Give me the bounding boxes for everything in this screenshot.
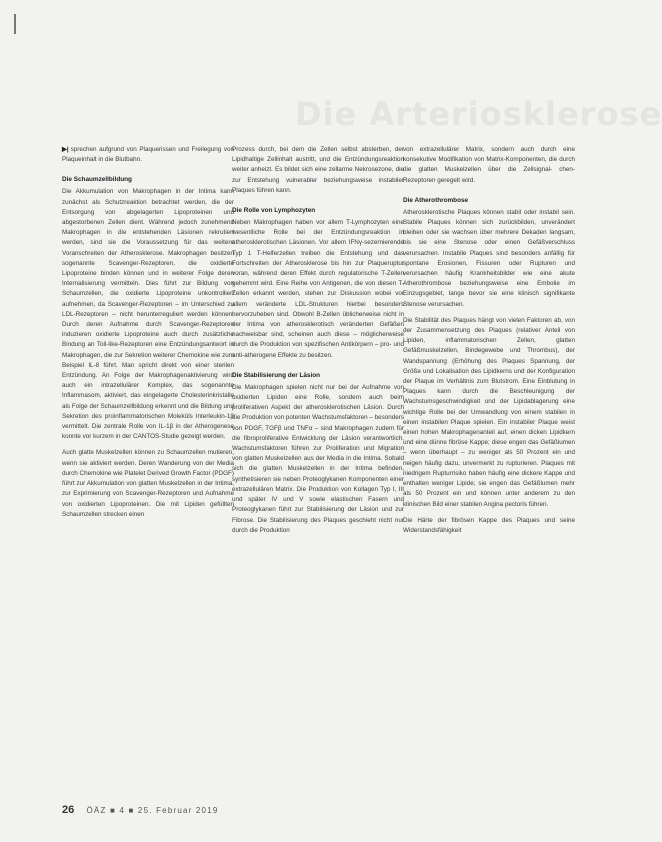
page-number: 26 (62, 804, 75, 816)
paragraph: Atherosklerotische Plaques können stabil oder instabil sein. Stabile Plaques können sich zurückbilden, unverändert bleiben oder sie wachsen über mehrere Dekaden langsam, bis sie eine Stenose oder einen Gefäßverschluss verursachen. Instabile Plaques sind besonders anfällig für spontane Erosionen, Fissuren oder Rupturen und verursachen häufig Krankheitsbilder wie eine akute Atherothrombose beziehungsweise eine Embolie im Einzugsgebiet, lange bevor sie eine klinisch signifikante Stenose verursachen. (403, 208, 575, 308)
page-footer (62, 804, 582, 816)
section-heading: Die Schaumzellbildung (62, 176, 132, 184)
column-3 (403, 145, 575, 542)
paragraph: Neben Makrophagen haben vor allem T-Lymphozyten eine wesentliche Rolle bei der Entzündungsreaktion in atherosklerotischen Läsionen. Vor allem IFNγ-sezernierende Typ 1 T-Helferzellen treiben die Entstehung und das Fortschreiten der Atherosklerose bis hin zur Plaqueruptur voran, während deren Effekt durch regulatorische T-Zellen gehemmt wird. Eine Reihe von Antigenen, die von diesen T-Zellen erkannt werden, stehen zur Diskussion wobei vor allem veränderte LDL-Strukturen hierbei besonders hervorzuheben sind. Obwohl B-Zellen üblicherweise nicht in der Intima von atherosklerotisch veränderten Gefäßen nachweisbar sind, scheinen auch diese – möglicherweise durch die Produktion von spezifischen Antikörpern – pro- und anti-atherogene Effekte zu besitzen. (232, 219, 404, 359)
paragraph: Die Stabilität des Plaques hängt von vielen Faktoren ab, von der Zusammensetzung des Plaques (relativer Anteil von Lipiden, inflammatorischen Zellen, glatten Gefäßmuskelzellen, Bindegewebe und Thrombus), der Wandspannung (Erhöhung des Plaques Spannung, der Größe und Lokalisation des Lipidkerns und der Konfiguration der Plaque im Verhältnis zum Blutstrom. Eine Einblutung in Plaques kann durch die Beschleunigung der Wachstumsgeschwindigkeit und der Lipidablagerung eine wichtige Rolle bei der Umwandlung von einem stabilen in einen instabilen Plaque spielen. Ein instabiler Plaque weist einen hohen Makrophagenanteil auf, einen dicken Lipidkern und eine dünne fibröse Kappe; diese engen das Gefäßlumen – wenn überhaupt – zu weniger als 50 Prozent ein und neigen häufig dazu, unvermerkt zu rupturieren. Plaques mit niedrigem Rupturrisiko haben häufig eine dickere Kappe und enthalten weniger Lipide; sie engen das Gefäßlumen mehr als 50 Prozent ein und können unter anderem zu den klinischen Bild einer stabilen Angina pectoris führen. (403, 316, 575, 508)
faded-title: Die Arteriosklerose (295, 95, 662, 133)
paragraph: ▶| sprechen aufgrund von Plaquerissen und Freilegung von Plaqueinhalt in die Blutbahn. (62, 146, 234, 164)
paragraph: Die Makrophagen spielen nicht nur bei der Aufnahme von oxidierten Lipiden eine Rolle, sondern auch beim proliferativen Aspekt der atherosklerotischen Läsion. Durch die Produktion von potenten Wachstumsfaktoren – besonders von PDGF, TGFβ und TNFα – sind Makrophagen zudem für die fibroproliferative Entwicklung der Läsion verantwortlich. Wachstumsfaktoren führen zur Proliferation und Migration von glatten Muskelzellen aus der Media in die Intima. Sobald sich die glatten Muskelzellen in der Intima befinden, synthetisieren sie neben Proteoglykanen Komponenten einer extrazellulären Matrix. Die Produktion von Kollagen Typ I, III und später IV und V sowie elastischen Fasern und Proteoglykanen führt zur Stabilisierung der Läsion und zur Fibrose. Die Stabilisierung des Plaques geschieht nicht nur durch die Produktion (232, 383, 404, 534)
column-2 (232, 145, 404, 542)
paragraph: Die Akkumulation von Makrophagen in der Intima kann zunächst als Schutzreaktion betrachtet werden, die der Entsorgung von abgelagerten Lipoproteinen und abgestorbenen Zellen dient. Während jedoch zunehmend Makrophagen in die entstehenden Läsionen rekrutiert werden, sind sie die Voraussetzung für das weitere Voranschreiten der Atherosklerose. Makrophagen besitzen sogenannte Scavenger-Rezeptoren, die oxidierte Lipoproteine binden können und in weiterer Folge deren Internalisierung vermitteln. Dies führt zur Bildung von Schaumzellen, die oxidierte Lipoproteine unkontrolliert aufnehmen, da Scavenger-Rezeptoren – im Unterschied zu LDL-Rezeptoren – nicht herunterreguliert werden können. Durch deren Aufnahme durch Scavenger-Rezeptoren induzieren oxidierte Lipoproteine auch durch zusätzliche Bindung an Toll-like-Rezeptoren eine Entzündungsantwort in Makrophagen, die zur Sekretion weiterer Chemokine wie zum Beispiel IL-8 führt. Man spricht direkt von einer sterilen Entzündung. An Folge der Makrophagenaktivierung wird auch ein intrazellulärer Komplex, das sogenannte Inflammasom, aktiviert, das eingelagerte Cholesterinkristalle als Folge der Schaumzellbildung erkennt und die Bildung und Sekretion des proinflammatorischen Moleküls Interleukin-1β vermittelt. Die zentrale Rolle von IL-1β in der Atherogenese konnte vor kurzem in der CANTOS-Studie gezeigt werden. (62, 188, 234, 441)
section-heading: Die Stabilisierung der Läsion (232, 371, 321, 379)
section-heading: Die Atherothrombose (403, 196, 469, 204)
publication-info: ÖÄZ ■ 4 ■ 25. Februar 2019 (86, 806, 219, 815)
continuation-arrow-icon: ▶| (62, 146, 69, 153)
paragraph: Prozess durch, bei dem die Zellen selbst absterben, der Lipidhaltige Zellinhalt austritt, und die Entzündungsreaktion weiter anheizt. Es bildet sich eine zellarme Nekrosezone, die zur Entstehung vulnerabler beziehungsweise instabiler Plaques führen kann. (232, 146, 404, 194)
paragraph: von extrazellulärer Matrix, sondern auch durch eine konsekutive Modifikation von Matrix-Komponenten, die durch die glatten Muskelzellen über die Zellsignal- chen-Rezeptoren geregelt wird. (403, 146, 575, 184)
paragraph: Die Härte der fibrösen Kappe des Plaques und seine Widerstandsfähigkeit (403, 516, 575, 534)
paragraph: Auch glatte Muskelzellen können zu Schaumzellen mutieren, wenn sie aktiviert werden. Deren Wanderung von der Media durch Chemokine wie Platelet Derived Growth Factor (PDGF) führt zur Akkumulation von glatten Muskelzellen in der Intima, zur Exprimierung von Scavenger-Rezeptoren und Aufnahme von oxidierten Lipoproteinen. Die mit Lipiden gefüllten Schaumzellen strecken einen (62, 449, 234, 518)
margin-rule (14, 14, 16, 34)
section-heading: Die Rolle von Lymphozyten (232, 207, 316, 215)
column-1 (62, 145, 234, 526)
